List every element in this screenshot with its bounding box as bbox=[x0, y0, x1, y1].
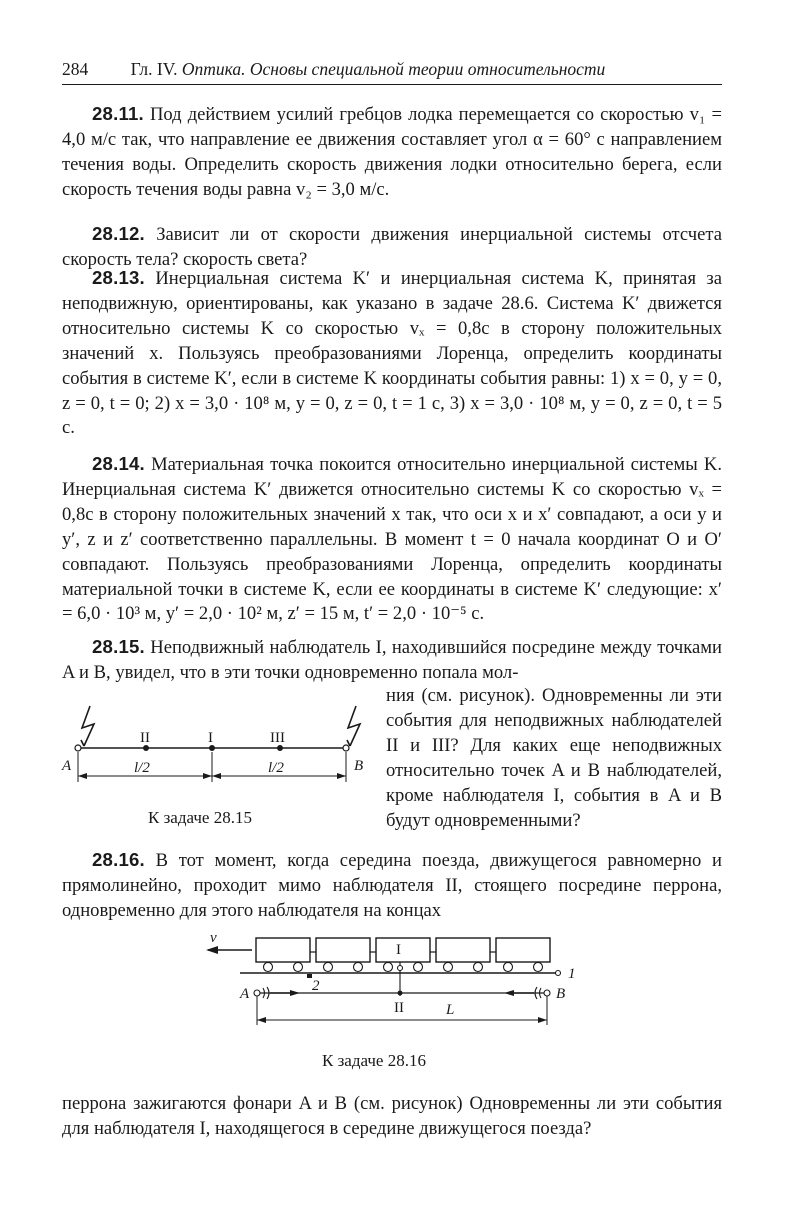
figure-caption: К задаче 28.15 bbox=[148, 808, 252, 827]
label-half-right: l/2 bbox=[268, 760, 284, 776]
chapter-label: Гл. IV. bbox=[130, 59, 178, 79]
problem-number: 28.12. bbox=[92, 223, 145, 244]
problem-number: 28.15. bbox=[92, 636, 145, 657]
problem-text: В тот момент, когда середина поезда, движущегося равномерно и прямолинейно, проходит мимо наблюдателя II, стоящего посредине перрона, одновременно для этого наблюдателя на концах bbox=[62, 850, 722, 921]
figure-caption: К задаче 28.16 bbox=[322, 1051, 426, 1070]
train bbox=[256, 938, 550, 962]
point-b bbox=[343, 745, 349, 751]
wheels bbox=[264, 963, 543, 972]
dimension-lines bbox=[78, 752, 346, 782]
label-iii: III bbox=[270, 730, 285, 746]
problem-28-11 bbox=[62, 102, 722, 203]
train-car bbox=[376, 938, 430, 962]
label-b: B bbox=[354, 758, 364, 774]
problem-number: 28.14. bbox=[92, 453, 145, 474]
problem-text: Зависит ли от скорости движения инерциальной системы отсчета скорость тела? скорость света? bbox=[62, 224, 722, 270]
label-half-left: l/2 bbox=[134, 760, 150, 776]
problem-28-13 bbox=[62, 266, 722, 441]
figure-28-16 bbox=[200, 930, 590, 1030]
observer-ii-dot bbox=[398, 991, 403, 996]
label-i: I bbox=[208, 730, 213, 746]
problem-text: Материальная точка покоится относительно инерциальной системы K. Инерциальная система K′ движется относительно системы K со скоростью vₓ = 0,8c в сторону положительных значений x так, что оси x и x′ совпадают, а оси y и y′, z и z′ соответственно параллельны. В момент t = 0 начала координат O и O′ совпадают. Пользуясь преобразованиями Лоренца, определить координаты материальной точки в системе K, если ее координаты в системе K′ следующие: x′ = 6,0 · 10³ м, y′ = 2,0 · 10² м, z′ = 15 м, t′ = 2,0 · 10⁻⁵ с. bbox=[62, 454, 722, 625]
label-b: B bbox=[556, 986, 566, 1002]
label-observer-i: I bbox=[396, 942, 401, 958]
problem-text: Инерциальная система K′ и инерциальная система K, принятая за неподвижную, ориентированы, как указано в задаче 28.6. Система K′ движется относительно системы K со скоростью vₓ = 0,8c в сторону положительных значений x. Пользуясь преобразованиями Лоренца, определить координаты события в системе K′, если в системе K координаты события равны: 1) x = 0, y = 0, z = 0, t = 0; 2) x = 3,0 · 10⁸ м, y = 0, z = 0, t = 1 с, 3) x = 3,0 · 10⁸ м, y = 0, z = 0, t = 5 с. bbox=[62, 268, 722, 439]
observer-i-dot bbox=[398, 966, 403, 971]
velocity-arrowhead bbox=[206, 946, 218, 954]
lightning-right-icon bbox=[347, 706, 360, 746]
label-a: A bbox=[240, 986, 250, 1002]
chapter-title: Оптика. Основы специальной теории относительности bbox=[181, 59, 606, 79]
problem-number: 28.11. bbox=[92, 103, 144, 124]
label-a: A bbox=[62, 758, 72, 774]
point-a bbox=[75, 745, 81, 751]
label-ii: II bbox=[140, 730, 150, 746]
problem-text: Под действием усилий гребцов лодка перемещается со скоростью v₁ = 4,0 м/с так, что направление ее движения составляет угол α = 60° с направлением течения воды. Определить скорость движения лодки относительно берега, если скорость течения воды равна v₂ = 3,0 м/с. bbox=[62, 104, 723, 200]
figure-28-15 bbox=[60, 700, 380, 790]
problem-number: 28.13. bbox=[92, 267, 145, 288]
lightning-left-icon bbox=[81, 706, 94, 746]
problem-28-16 bbox=[62, 848, 722, 924]
light-arrow-a bbox=[270, 990, 300, 996]
problem-28-15 bbox=[62, 635, 722, 686]
problem-28-16-continuation: перрона зажигаются фонари A и B (см. рисунок) Одновременны ли эти события для наблюдателя I, находящегося в середине движущегося поезда? bbox=[62, 1093, 722, 1139]
label-v: v bbox=[210, 930, 217, 946]
page-number: 284 bbox=[62, 59, 89, 79]
label-observer-ii: II bbox=[394, 1000, 404, 1016]
rail-end bbox=[556, 971, 561, 976]
train-car bbox=[436, 938, 490, 962]
train-car bbox=[496, 938, 550, 962]
problem-28-15-side-text: ния (см. рисунок). Одновременны ли эти события для неподвижных наблюдателей II и III? Для каких еще неподвижных относительно точек A и B наблюдателей, кроме наблюдателя I, события в A и B будут одновременными? bbox=[386, 685, 722, 831]
label-l: L bbox=[446, 1002, 455, 1018]
running-header bbox=[62, 58, 722, 85]
label-1: 1 bbox=[568, 966, 576, 982]
train-car bbox=[256, 938, 310, 962]
label-2: 2 bbox=[312, 978, 320, 994]
train-car bbox=[316, 938, 370, 962]
light-arrow-b bbox=[504, 990, 534, 996]
problem-number: 28.16. bbox=[92, 849, 145, 870]
problem-text: Неподвижный наблюдатель I, находившийся посредине между точками A и B, увидел, что в эти точки одновременно попала мол- bbox=[62, 637, 722, 683]
problem-28-14 bbox=[62, 452, 722, 627]
